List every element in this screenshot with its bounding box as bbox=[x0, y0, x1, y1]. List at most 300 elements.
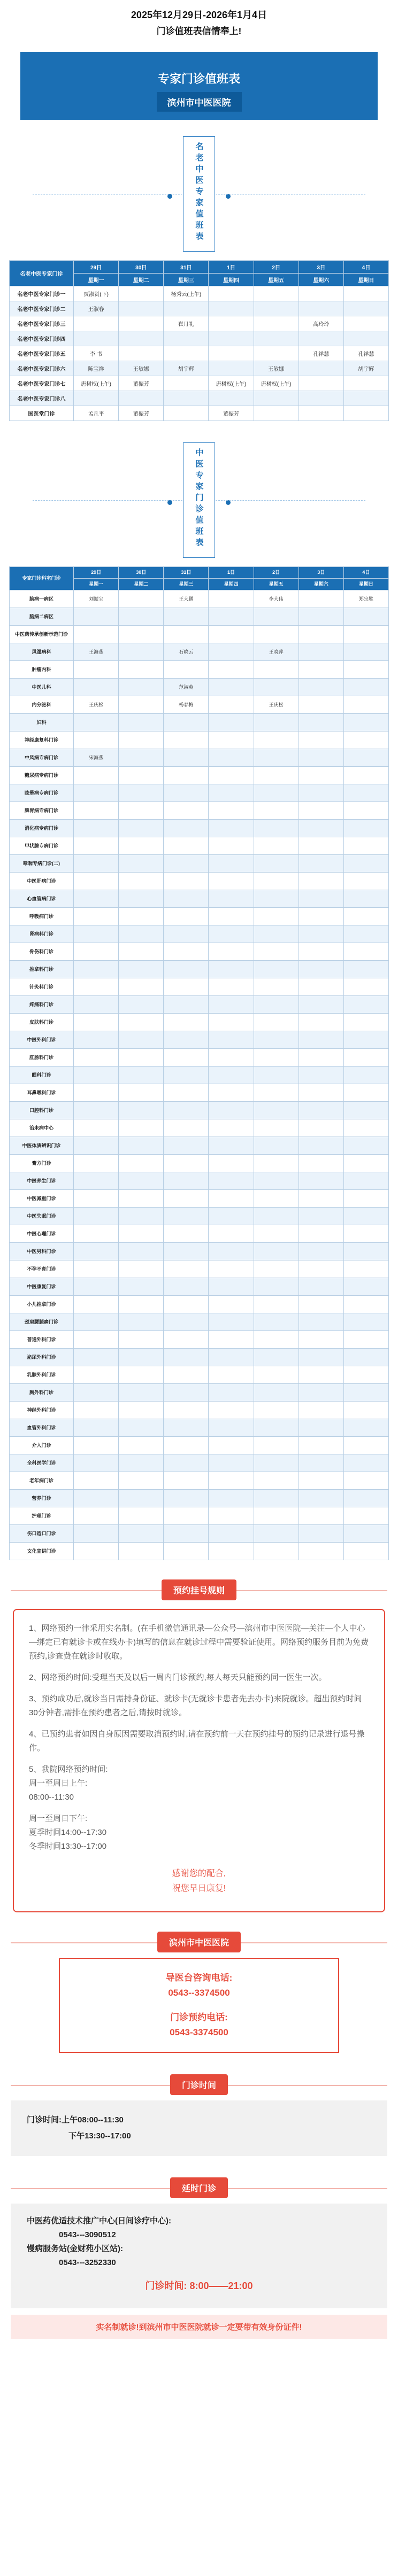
doctor-cell: 唐树权(上午) bbox=[74, 376, 119, 391]
doctor-cell bbox=[119, 1119, 164, 1137]
doctor-cell bbox=[119, 1366, 164, 1384]
table-row bbox=[10, 301, 389, 316]
doctor-cell bbox=[164, 855, 209, 873]
clinic-name: 中医康复门诊 bbox=[10, 1278, 74, 1296]
table-row bbox=[10, 996, 389, 1014]
doctor-cell bbox=[298, 1172, 343, 1190]
doctor-cell bbox=[74, 1119, 119, 1137]
table-row bbox=[10, 961, 389, 978]
doctor-cell bbox=[119, 855, 164, 873]
doctor-cell bbox=[164, 1402, 209, 1419]
doctor-cell bbox=[164, 731, 209, 749]
doctor-cell bbox=[209, 749, 254, 767]
doctor-cell bbox=[298, 1031, 343, 1049]
clinic-name: 名老中医专家门诊七 bbox=[10, 376, 74, 391]
doctor-cell bbox=[164, 1119, 209, 1137]
header bbox=[0, 0, 398, 40]
doctor-cell: 高玲玲 bbox=[298, 316, 343, 331]
doctor-cell bbox=[164, 802, 209, 820]
doctor-cell bbox=[74, 1366, 119, 1384]
doctor-cell bbox=[298, 1419, 343, 1437]
doctor-cell: 孔祥慧 bbox=[298, 346, 343, 361]
doctor-cell bbox=[298, 1102, 343, 1119]
doctor-cell bbox=[298, 376, 343, 391]
doctor-cell bbox=[74, 1402, 119, 1419]
doctor-cell bbox=[298, 661, 343, 679]
doctor-cell bbox=[343, 1331, 388, 1349]
doctor-cell bbox=[254, 1031, 298, 1049]
clinic-name: 呼吸病门诊 bbox=[10, 908, 74, 925]
doctor-cell bbox=[209, 890, 254, 908]
table-row bbox=[10, 346, 389, 361]
doctor-cell bbox=[298, 1525, 343, 1543]
doctor-cell bbox=[119, 301, 164, 316]
doctor-cell bbox=[343, 1454, 388, 1472]
doctor-cell bbox=[164, 1225, 209, 1243]
doctor-cell bbox=[343, 1208, 388, 1225]
doctor-cell bbox=[254, 890, 298, 908]
rule-item: 3、预约成功后,就诊当日需持身份证、就诊卡(无就诊卡患者先去办卡)来院就诊。超出预约时间30分钟者,需排在预约患者之后,请按时就诊。 bbox=[29, 1694, 362, 1717]
divider bbox=[216, 500, 365, 501]
doctor-cell bbox=[164, 1208, 209, 1225]
rules-header bbox=[11, 1579, 387, 1600]
doctor-cell bbox=[164, 1313, 209, 1331]
doctor-cell bbox=[164, 1172, 209, 1190]
clinic-name: 国医堂门诊 bbox=[10, 406, 74, 421]
doctor-cell bbox=[74, 820, 119, 837]
table-row bbox=[10, 1331, 389, 1349]
doctor-cell bbox=[74, 1278, 119, 1296]
table-row bbox=[10, 908, 389, 925]
doctor-cell bbox=[119, 731, 164, 749]
doctor-cell: 陈宝祥 bbox=[74, 361, 119, 376]
doctor-cell bbox=[164, 1031, 209, 1049]
table-row bbox=[10, 837, 389, 855]
doctor-cell bbox=[164, 1419, 209, 1437]
doctor-cell bbox=[164, 391, 209, 406]
doctor-cell bbox=[119, 978, 164, 996]
doctor-cell bbox=[164, 1507, 209, 1525]
doctor-cell bbox=[298, 1454, 343, 1472]
doctor-cell bbox=[164, 346, 209, 361]
doctor-cell: 唐树权(上午) bbox=[209, 376, 254, 391]
doctor-cell bbox=[343, 1507, 388, 1525]
doctor-cell bbox=[254, 331, 298, 346]
clinic-name: 名老中医专家门诊六 bbox=[10, 361, 74, 376]
column-header: 1日 bbox=[209, 567, 254, 579]
doctor-cell bbox=[254, 661, 298, 679]
table-header-row bbox=[10, 261, 389, 274]
doctor-cell bbox=[74, 731, 119, 749]
doctor-cell: 杨秀云(上午) bbox=[164, 286, 209, 301]
thanks-line: 祝您早日康复! bbox=[172, 1884, 226, 1893]
column-header: 2日 bbox=[254, 261, 298, 274]
doctor-cell bbox=[343, 661, 388, 679]
phone-number[interactable]: 0543--3374500 bbox=[168, 1988, 230, 1998]
table-row bbox=[10, 331, 389, 346]
table-row bbox=[10, 1507, 389, 1525]
doctor-cell bbox=[298, 590, 343, 608]
doctor-cell bbox=[298, 1402, 343, 1419]
table-row bbox=[10, 731, 389, 749]
doctor-cell bbox=[74, 331, 119, 346]
table-row bbox=[10, 978, 389, 996]
doctor-cell bbox=[209, 1331, 254, 1349]
doctor-cell bbox=[119, 1190, 164, 1208]
doctor-cell bbox=[119, 1243, 164, 1260]
doctor-cell bbox=[254, 1190, 298, 1208]
clinic-name: 口腔科门诊 bbox=[10, 1102, 74, 1119]
doctor-cell bbox=[164, 1472, 209, 1490]
doctor-cell: 孔祥慧 bbox=[343, 346, 388, 361]
doctor-cell bbox=[74, 855, 119, 873]
rule-time: 冬季时间13:30--17:00 bbox=[29, 1842, 107, 1851]
doctor-cell: 王庆松 bbox=[254, 696, 298, 714]
clinic-name: 妇科 bbox=[10, 714, 74, 731]
doctor-cell bbox=[209, 301, 254, 316]
table-row bbox=[10, 1454, 389, 1472]
doctor-cell bbox=[119, 1313, 164, 1331]
doctor-cell bbox=[164, 890, 209, 908]
doctor-cell bbox=[74, 1296, 119, 1313]
doctor-cell bbox=[119, 767, 164, 784]
doctor-cell bbox=[343, 406, 388, 421]
doctor-cell bbox=[74, 1208, 119, 1225]
doctor-cell bbox=[298, 714, 343, 731]
doctor-cell bbox=[209, 1067, 254, 1084]
doctor-cell bbox=[209, 820, 254, 837]
doctor-cell bbox=[343, 376, 388, 391]
doctor-cell bbox=[209, 1190, 254, 1208]
table-row bbox=[10, 1543, 389, 1560]
doctor-cell: 王淑春 bbox=[74, 301, 119, 316]
table-row bbox=[10, 1155, 389, 1172]
doctor-cell bbox=[298, 1014, 343, 1031]
doctor-cell bbox=[209, 590, 254, 608]
doctor-cell bbox=[119, 820, 164, 837]
doctor-cell bbox=[254, 1084, 298, 1102]
phone-number[interactable]: 0543-3374500 bbox=[170, 2027, 228, 2037]
table-row bbox=[10, 1313, 389, 1331]
doctor-cell bbox=[254, 1225, 298, 1243]
doctor-cell bbox=[164, 1349, 209, 1366]
doctor-cell bbox=[74, 1349, 119, 1366]
doctor-cell bbox=[254, 1313, 298, 1331]
doctor-cell bbox=[343, 855, 388, 873]
date-range: 2025年12月29日-2026年1月4日 bbox=[131, 10, 267, 20]
table-row bbox=[10, 925, 389, 943]
doctor-cell bbox=[74, 1225, 119, 1243]
doctor-cell bbox=[119, 1155, 164, 1172]
doctor-cell bbox=[209, 1349, 254, 1366]
hours-title: 门诊时间 bbox=[170, 2074, 228, 2095]
clinic-name: 治未病中心 bbox=[10, 1119, 74, 1137]
banner-title: 专家门诊值班表 bbox=[157, 72, 240, 85]
doctor-cell bbox=[119, 1225, 164, 1243]
clinic-name: 名老中医专家门诊八 bbox=[10, 391, 74, 406]
doctor-cell bbox=[164, 978, 209, 996]
doctor-cell bbox=[164, 301, 209, 316]
column-header: 星期六 bbox=[298, 579, 343, 590]
table-row bbox=[10, 1190, 389, 1208]
table-row bbox=[10, 590, 389, 608]
doctor-cell bbox=[74, 1331, 119, 1349]
doctor-cell bbox=[119, 1419, 164, 1437]
title-banner bbox=[20, 52, 378, 120]
clinic-name: 神经外科门诊 bbox=[10, 1402, 74, 1419]
doctor-cell bbox=[343, 316, 388, 331]
phone-number[interactable]: 0543---3090512 bbox=[59, 2230, 116, 2239]
column-header: 3日 bbox=[298, 567, 343, 579]
table-row bbox=[10, 643, 389, 661]
clinic-name: 小儿推拿门诊 bbox=[10, 1296, 74, 1313]
doctor-cell bbox=[298, 820, 343, 837]
doctor-cell bbox=[119, 1472, 164, 1490]
doctor-cell bbox=[254, 626, 298, 643]
doctor-cell bbox=[119, 608, 164, 626]
doctor-cell bbox=[343, 820, 388, 837]
expert-section-title bbox=[183, 442, 215, 558]
doctor-cell bbox=[74, 961, 119, 978]
clinic-name: 耳鼻喉科门诊 bbox=[10, 1084, 74, 1102]
rule-item: 4、已预约患者如因自身原因需要取消预约时,请在预约前一天在预约挂号的预约记录进行退号操作。 bbox=[29, 1730, 365, 1753]
doctor-cell bbox=[298, 286, 343, 301]
doctor-cell bbox=[119, 643, 164, 661]
doctor-cell bbox=[298, 1296, 343, 1313]
column-header: 31日 bbox=[164, 567, 209, 579]
doctor-cell bbox=[298, 1278, 343, 1296]
doctor-cell bbox=[298, 1384, 343, 1402]
doctor-cell bbox=[164, 1278, 209, 1296]
doctor-cell bbox=[74, 1190, 119, 1208]
clinic-name: 心血管病门诊 bbox=[10, 890, 74, 908]
table-row bbox=[10, 767, 389, 784]
doctor-cell bbox=[119, 316, 164, 331]
doctor-cell bbox=[119, 943, 164, 961]
doctor-cell bbox=[209, 714, 254, 731]
doctor-cell bbox=[119, 1031, 164, 1049]
doctor-cell: 王晓萍 bbox=[254, 643, 298, 661]
doctor-cell bbox=[343, 1137, 388, 1155]
doctor-cell bbox=[119, 890, 164, 908]
doctor-cell bbox=[209, 837, 254, 855]
doctor-cell: 刘振宝 bbox=[74, 590, 119, 608]
contact-box bbox=[59, 1958, 339, 2053]
clinic-name: 推拿科门诊 bbox=[10, 961, 74, 978]
doctor-cell bbox=[209, 1243, 254, 1260]
doctor-cell bbox=[164, 1049, 209, 1067]
doctor-cell bbox=[164, 714, 209, 731]
doctor-cell bbox=[209, 361, 254, 376]
clinic-name: 名老中医专家门诊四 bbox=[10, 331, 74, 346]
doctor-cell bbox=[343, 1437, 388, 1454]
rules-box bbox=[13, 1609, 385, 1912]
doctor-cell bbox=[343, 626, 388, 643]
phone-number[interactable]: 0543---3252330 bbox=[59, 2258, 116, 2267]
doctor-cell bbox=[164, 767, 209, 784]
column-header: 星期一 bbox=[74, 274, 119, 286]
doctor-cell bbox=[298, 1119, 343, 1137]
doctor-cell bbox=[74, 1243, 119, 1260]
doctor-cell bbox=[119, 661, 164, 679]
contact-title: 滨州市中医医院 bbox=[157, 1932, 241, 1952]
column-header: 名老中医专家门诊 bbox=[10, 261, 74, 286]
doctor-cell bbox=[254, 301, 298, 316]
doctor-cell bbox=[209, 1049, 254, 1067]
clinic-name: 中风病专病门诊 bbox=[10, 749, 74, 767]
clinic-name: 乳腺外科门诊 bbox=[10, 1366, 74, 1384]
clinic-name: 骨伤科门诊 bbox=[10, 943, 74, 961]
doctor-cell bbox=[209, 1278, 254, 1296]
column-header: 星期日 bbox=[343, 579, 388, 590]
clinic-name: 全科医学门诊 bbox=[10, 1454, 74, 1472]
doctor-cell bbox=[164, 1331, 209, 1349]
doctor-cell bbox=[298, 361, 343, 376]
doctor-cell bbox=[254, 1402, 298, 1419]
doctor-cell bbox=[74, 890, 119, 908]
doctor-cell: 王敏娜 bbox=[119, 361, 164, 376]
doctor-cell bbox=[164, 749, 209, 767]
doctor-cell bbox=[164, 1525, 209, 1543]
column-header: 2日 bbox=[254, 567, 298, 579]
doctor-cell bbox=[254, 608, 298, 626]
doctor-cell bbox=[209, 1313, 254, 1331]
doctor-cell bbox=[209, 1031, 254, 1049]
clinic-name: 中医男科门诊 bbox=[10, 1243, 74, 1260]
clinic-name: 中医减重门诊 bbox=[10, 1190, 74, 1208]
doctor-cell bbox=[209, 391, 254, 406]
doctor-cell bbox=[164, 837, 209, 855]
doctor-cell bbox=[254, 1366, 298, 1384]
doctor-cell bbox=[119, 802, 164, 820]
doctor-cell bbox=[254, 1172, 298, 1190]
column-header: 星期五 bbox=[254, 274, 298, 286]
column-header: 星期四 bbox=[209, 274, 254, 286]
doctor-cell bbox=[254, 1014, 298, 1031]
doctor-cell bbox=[209, 1119, 254, 1137]
extended-box bbox=[11, 2204, 387, 2308]
doctor-cell bbox=[298, 1155, 343, 1172]
doctor-cell bbox=[209, 855, 254, 873]
doctor-cell bbox=[254, 1331, 298, 1349]
doctor-cell bbox=[209, 1543, 254, 1560]
table-row bbox=[10, 406, 389, 421]
doctor-cell bbox=[74, 1384, 119, 1402]
column-header: 3日 bbox=[298, 261, 343, 274]
doctor-cell bbox=[254, 391, 298, 406]
doctor-cell bbox=[298, 767, 343, 784]
doctor-cell bbox=[343, 873, 388, 890]
extended-line: 中医药优适技术推广中心(日间诊疗中心): bbox=[27, 2216, 171, 2225]
extended-line: 慢病服务站(金财苑小区站): bbox=[27, 2244, 123, 2253]
doctor-cell bbox=[298, 1543, 343, 1560]
doctor-cell bbox=[254, 1119, 298, 1137]
doctor-cell bbox=[254, 978, 298, 996]
doctor-cell bbox=[74, 679, 119, 696]
doctor-cell bbox=[343, 679, 388, 696]
doctor-cell: 崔月礼 bbox=[164, 316, 209, 331]
clinic-name: 中医失眠门诊 bbox=[10, 1208, 74, 1225]
doctor-cell bbox=[164, 996, 209, 1014]
doctor-cell bbox=[119, 679, 164, 696]
table-row bbox=[10, 626, 389, 643]
doctor-cell bbox=[74, 1525, 119, 1543]
clinic-name: 名老中医专家门诊五 bbox=[10, 346, 74, 361]
footer-notice: 实名制就诊!到滨州市中医医院就诊一定要带有效身份证件! bbox=[11, 2315, 387, 2339]
column-header: 1日 bbox=[209, 261, 254, 274]
clinic-name: 内分泌科 bbox=[10, 696, 74, 714]
doctor-cell bbox=[343, 1067, 388, 1084]
table-header-row bbox=[10, 567, 389, 579]
doctor-cell bbox=[343, 714, 388, 731]
doctor-cell bbox=[254, 1278, 298, 1296]
doctor-cell: 王海燕 bbox=[74, 643, 119, 661]
doctor-cell bbox=[74, 1472, 119, 1490]
table-row bbox=[10, 714, 389, 731]
divider bbox=[33, 500, 182, 501]
doctor-cell bbox=[298, 961, 343, 978]
clinic-name: 针灸科门诊 bbox=[10, 978, 74, 996]
doctor-cell bbox=[254, 1472, 298, 1490]
doctor-cell bbox=[343, 331, 388, 346]
doctor-cell bbox=[209, 1419, 254, 1437]
doctor-cell bbox=[74, 1490, 119, 1507]
hours-morning: 门诊时间:上午08:00--11:30 bbox=[27, 2115, 124, 2124]
clinic-name: 名老中医专家门诊一 bbox=[10, 286, 74, 301]
doctor-cell bbox=[343, 925, 388, 943]
clinic-name: 疼痛科门诊 bbox=[10, 996, 74, 1014]
contact-header bbox=[11, 1932, 387, 1952]
table-row bbox=[10, 1366, 389, 1384]
doctor-cell bbox=[74, 802, 119, 820]
doctor-cell bbox=[119, 331, 164, 346]
doctor-cell: 王敏娜 bbox=[254, 361, 298, 376]
table-row bbox=[10, 679, 389, 696]
doctor-cell bbox=[343, 301, 388, 316]
doctor-cell bbox=[254, 837, 298, 855]
doctor-cell bbox=[298, 1225, 343, 1243]
doctor-cell bbox=[254, 1049, 298, 1067]
doctor-cell bbox=[119, 1208, 164, 1225]
column-header: 星期日 bbox=[343, 274, 388, 286]
thanks-note bbox=[29, 1866, 369, 1896]
table-row bbox=[10, 1260, 389, 1278]
clinic-name: 中医养生门诊 bbox=[10, 1172, 74, 1190]
doctor-cell bbox=[343, 767, 388, 784]
table-row bbox=[10, 1419, 389, 1437]
doctor-cell bbox=[74, 996, 119, 1014]
doctor-cell: 唐树权(上午) bbox=[254, 376, 298, 391]
hours-box bbox=[11, 2100, 387, 2156]
doctor-cell bbox=[254, 1543, 298, 1560]
doctor-cell bbox=[343, 1014, 388, 1031]
doctor-cell bbox=[298, 626, 343, 643]
doctor-cell bbox=[343, 1313, 388, 1331]
table-row bbox=[10, 391, 389, 406]
table-row bbox=[10, 1119, 389, 1137]
doctor-cell bbox=[164, 406, 209, 421]
doctor-cell bbox=[298, 391, 343, 406]
table-row bbox=[10, 1243, 389, 1260]
doctor-cell bbox=[209, 331, 254, 346]
doctor-cell bbox=[209, 608, 254, 626]
clinic-name: 中医儿科 bbox=[10, 679, 74, 696]
table-row bbox=[10, 1472, 389, 1490]
doctor-cell bbox=[164, 1190, 209, 1208]
doctor-cell bbox=[119, 1067, 164, 1084]
doctor-cell bbox=[254, 406, 298, 421]
doctor-cell bbox=[74, 873, 119, 890]
